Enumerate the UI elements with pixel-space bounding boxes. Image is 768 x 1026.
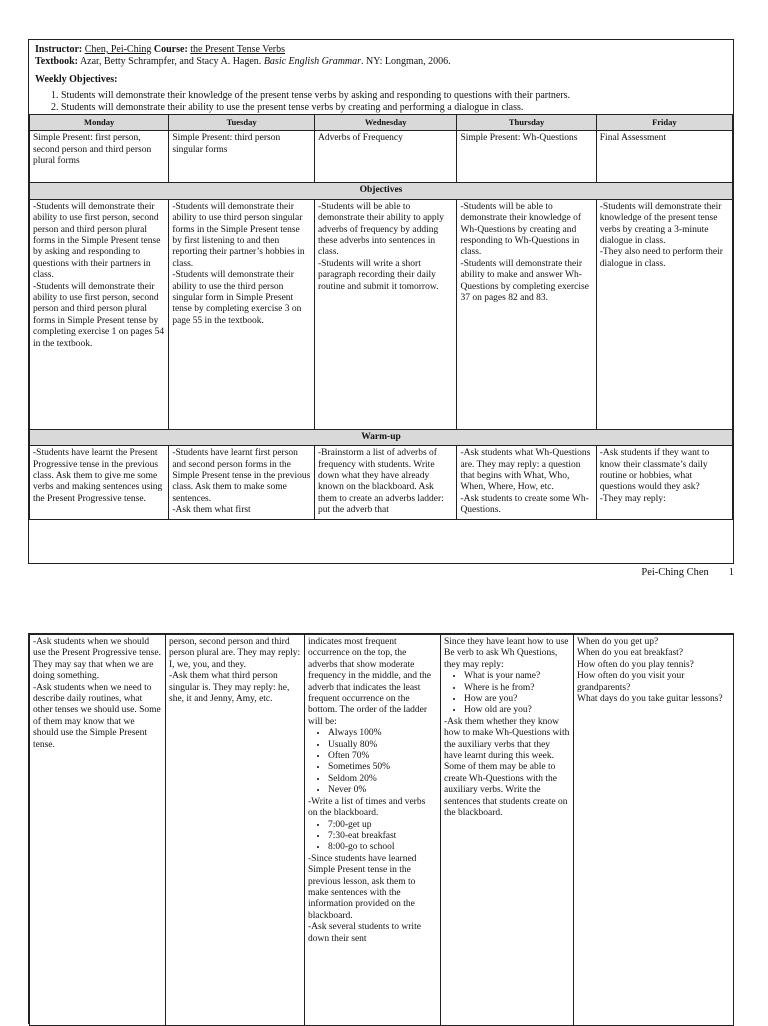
warmup-cell-tuesday: -Students have learnt first person and second person forms in the Simple Present tense in the previous class. Ask them to make some sentences. -Ask them what first: [169, 446, 315, 519]
page-footer: [621, 567, 734, 578]
topic-cell: Simple Present: first person, second person and third person plural forms: [30, 131, 169, 183]
warmup-cell-friday: -Ask students if they want to know their classmate’s daily routine or hobbies, what questions would they ask? -They may reply:: [596, 446, 732, 519]
wh-question-item: • What is your name?: [464, 671, 570, 682]
instructor-line: [35, 44, 727, 56]
warmup-cell-monday: -Students have learnt the Present Progressive tense in the previous class. Ask them to give me some verbs and making sentences using the Present Progressive tense.: [30, 446, 169, 519]
day-header-friday: Friday: [596, 115, 732, 131]
warmup-cont-friday: When do you get up? When do you eat breakfast? How often do you play tennis? How often do you visit your grandparents? What days do you take guitar lessons?: [574, 635, 734, 1026]
times-list: [308, 820, 437, 854]
warmup-cell-thursday: -Ask students what Wh-Questions are. They may reply: a question that begins with What, Who, When, Where, How, etc. -Ask students to create some Wh- Questions.: [457, 446, 596, 519]
lesson-plan-page-2: [28, 633, 734, 1024]
wh-question-list: [444, 671, 570, 717]
warmup-cell-wednesday: -Brainstorm a list of adverbs of frequency with students. Write down what they have already known on the blackboard. Ask them to create an adverbs ladder: put the adverb that: [314, 446, 456, 519]
wednesday-outro: -Since students have learned Simple Present tense in the previous lesson, ask them to make sentences with the information provided on the blackboard. -Ask several students to write down their sent: [308, 853, 421, 944]
thursday-intro: Since they have leant how to use Be verb to ask Wh Questions, they may reply:: [444, 637, 569, 670]
times-intro: -Write a list of times and verbs on the blackboard.: [308, 796, 426, 819]
weekly-schedule-table: [29, 114, 733, 520]
thursday-outro: -Ask them whether they know how to make Wh-Questions with the auxiliary verbs that they have learnt during this week. Some of them may be able to create Wh-Questions with the auxiliary verbs. Write the sentences that students create on the blackboard.: [444, 716, 570, 819]
topic-cell: Simple Present: third person singular forms: [169, 131, 315, 183]
document-header: [29, 40, 733, 114]
warmup-cont-thursday: [441, 635, 574, 1026]
footer-page-number: 1: [728, 567, 734, 578]
warmup-section-title: Warm-up: [30, 429, 733, 445]
lesson-plan-page-1: [28, 39, 734, 564]
warmup-cont-tuesday: person, second person and third person plural are. They may reply: I, we, you, and they. -Ask them what third person singular is. They may reply: he, she, it and Jenny, Amy, etc.: [166, 635, 305, 1026]
topic-cell: Final Assessment: [596, 131, 732, 183]
instructor-name: Chen, Pei-Ching: [84, 44, 152, 55]
objectives-cell-tuesday: -Students will demonstrate their ability to use third person singular forms in the Simple Present tense by first listening to and then reporting their partner’s hobbies in class. -Students will demonstrate their ability to use the third person singular form in Simple Present tense by completing exercise 3 on page 55 in the textbook.: [169, 199, 315, 429]
day-header-row: [30, 115, 733, 131]
ladder-item: • Seldom 20%: [328, 774, 437, 785]
ladder-item: • Usually 80%: [328, 740, 437, 751]
warmup-row: [30, 446, 733, 519]
objectives-section-title: Objectives: [30, 183, 733, 199]
wh-question-item: • Where is he from?: [464, 683, 570, 694]
ladder-intro: indicates most frequent occurrence on the top, the adverbs that show moderate frequency in the middle, and the adverb that indicates the least frequent occurrence on the bottom. The order of the ladder will be:: [308, 637, 431, 727]
time-item: • 8:00-go to school: [328, 842, 437, 853]
textbook-line: [35, 56, 727, 68]
day-header-thursday: Thursday: [457, 115, 596, 131]
instructor-label: Instructor:: [35, 44, 83, 55]
objectives-cell-friday: -Students will demonstrate their knowledge of the present tense verbs by creating a 3-minute dialogue in class. -They also need to perform their dialogue in class.: [596, 199, 732, 429]
adverb-ladder-list: [308, 728, 437, 796]
warmup-section-row: [30, 429, 733, 445]
wh-question-item: • How old are you?: [464, 705, 570, 716]
warmup-continued-table: [29, 634, 734, 1026]
day-header-monday: Monday: [30, 115, 169, 131]
objectives-cell-thursday: -Students will be able to demonstrate their knowledge of Wh-Questions by creating and responding to Wh-Questions in class. -Students will demonstrate their ability to make and answer Wh-Questions by completing exercise 37 on pages 82 and 83.: [457, 199, 596, 429]
ladder-item: • Always 100%: [328, 728, 437, 739]
textbook-title: Basic English Grammar: [263, 56, 362, 67]
ladder-item: • Never 0%: [328, 785, 437, 796]
topic-row: [30, 131, 733, 183]
topic-cell: Adverbs of Frequency: [314, 131, 456, 183]
objectives-cell-monday: -Students will demonstrate their ability to use first person, second person and third person plural forms in the Simple Present tense by asking and responding to questions with their partners in class. -Students will demonstrate their ability to use first person, second person and third person plural forms in Simple Present tense by completing exercise 1 on pages 54 in the textbook.: [30, 199, 169, 429]
day-header-wednesday: Wednesday: [314, 115, 456, 131]
wh-question-item: • How are you?: [464, 694, 570, 705]
textbook-label: Textbook:: [35, 56, 78, 67]
objectives-cell-wednesday: -Students will be able to demonstrate their ability to apply adverbs of frequency by adding these adverbs into sentences in class. -Students will write a short paragraph recording their daily routine and submit it tomorrow.: [314, 199, 456, 429]
time-item: • 7:00-get up: [328, 820, 437, 831]
objectives-section-row: [30, 183, 733, 199]
course-label: Course:: [153, 44, 188, 55]
warmup-cont-wednesday: [305, 635, 441, 1026]
footer-author: Pei-Ching Chen: [641, 567, 709, 578]
objectives-row: [30, 199, 733, 429]
warmup-continued-row: [30, 635, 734, 1026]
weekly-objective-item: 2. Students will demonstrate their ability to use the present tense verbs by creating and performing a dialogue in class.: [61, 102, 727, 114]
textbook-authors: Azar, Betty Schrampfer, and Stacy A. Hagen.: [79, 56, 262, 67]
topic-cell: Simple Present: Wh-Questions: [457, 131, 596, 183]
time-item: • 7:30-eat breakfast: [328, 831, 437, 842]
ladder-item: • Sometimes 50%: [328, 762, 437, 773]
weekly-objectives-heading: Weekly Objectives:: [35, 74, 118, 85]
weekly-objectives-list: [35, 90, 727, 114]
warmup-cont-monday: -Ask students when we should use the Present Progressive tense. They may say that when we are doing something. -Ask students when we need to describe daily routines, what other tenses we should use. Some of them may know that we should use the Simple Present tense.: [30, 635, 166, 1026]
ladder-item: • Often 70%: [328, 751, 437, 762]
textbook-publisher: . NY: Longman, 2006.: [361, 56, 451, 67]
course-name: the Present Tense Verbs: [190, 44, 286, 55]
day-header-tuesday: Tuesday: [169, 115, 315, 131]
weekly-objective-item: 1. Students will demonstrate their knowledge of the present tense verbs by asking and responding to questions with their partners.: [61, 90, 727, 102]
